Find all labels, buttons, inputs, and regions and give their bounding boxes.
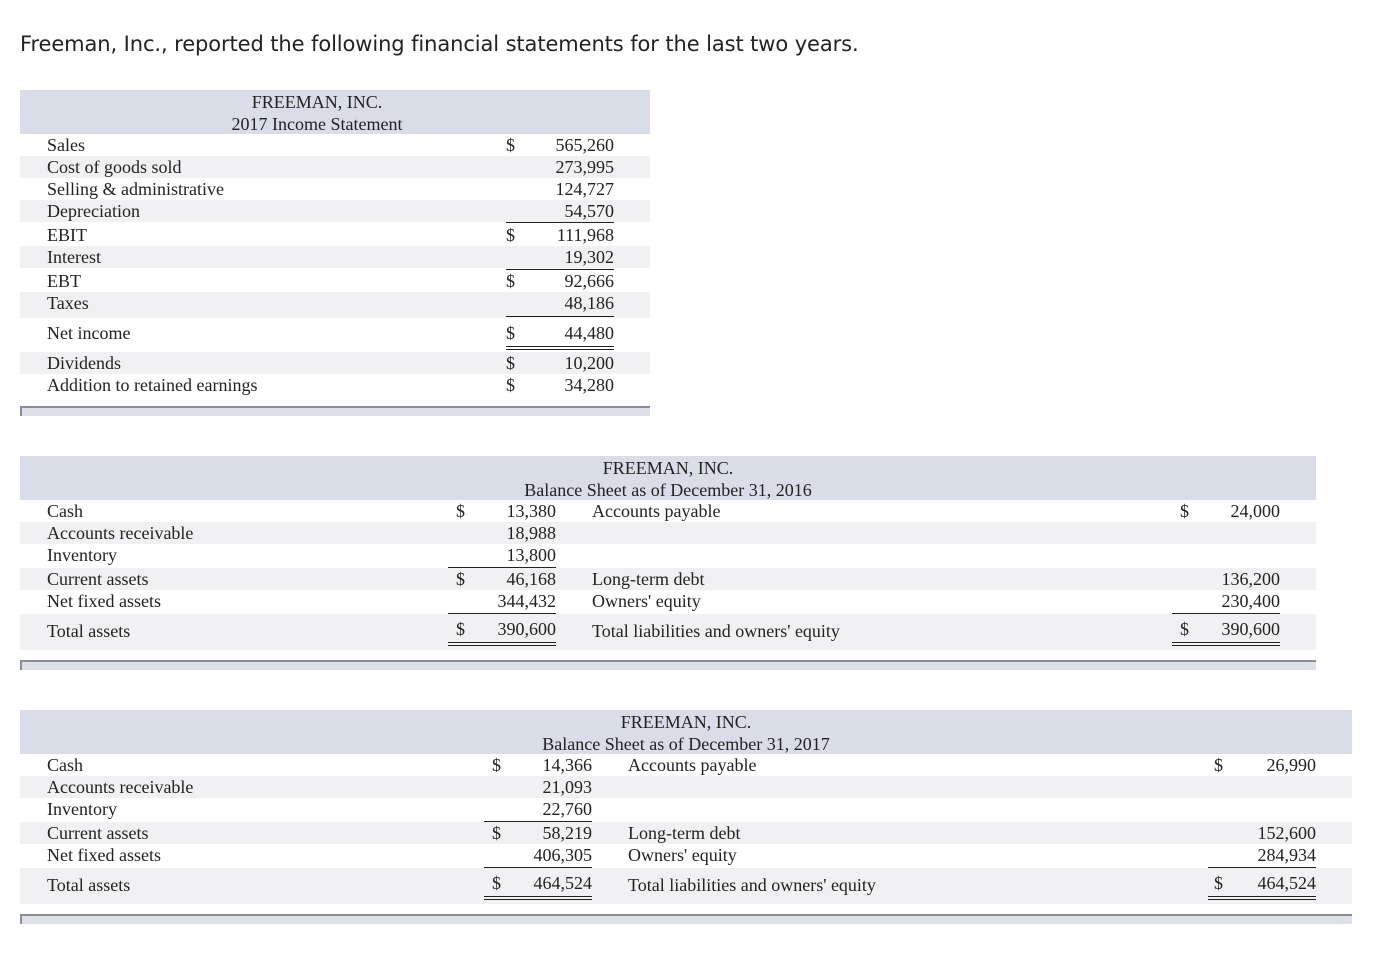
table-row [20, 352, 650, 374]
row-label: Selling & administrative [47, 179, 224, 199]
asset-value: 14,366 [542, 755, 592, 775]
row-value: 10,200 [564, 353, 614, 373]
table-row [20, 134, 650, 156]
total-double-rule [1172, 642, 1280, 646]
table-row [20, 754, 1352, 776]
currency-sign: $ [1180, 619, 1189, 639]
row-label: EBT [47, 271, 81, 291]
row-value: 34,280 [564, 375, 614, 395]
row-label: Cost of goods sold [47, 157, 182, 177]
asset-label: Current assets [47, 823, 149, 843]
row-label: Addition to retained earnings [47, 375, 258, 395]
currency-sign: $ [1214, 755, 1223, 775]
row-value: 44,480 [564, 323, 614, 343]
row-label: Taxes [47, 293, 89, 313]
asset-value: 344,432 [497, 591, 556, 611]
row-label: Interest [47, 247, 101, 267]
currency-sign: $ [506, 225, 515, 245]
currency-sign: $ [506, 353, 515, 373]
row-value: 124,727 [555, 179, 614, 199]
asset-value: 406,305 [533, 845, 592, 865]
liability-label: Long-term debt [628, 823, 741, 843]
asset-value: 18,988 [506, 523, 556, 543]
row-label: Depreciation [47, 201, 140, 221]
total-double-rule [1208, 896, 1316, 900]
asset-value: 464,524 [533, 873, 592, 893]
asset-value: 13,380 [506, 501, 556, 521]
asset-label: Inventory [47, 799, 117, 819]
currency-sign: $ [492, 823, 501, 843]
row-label: EBIT [47, 225, 87, 245]
currency-sign: $ [506, 323, 515, 343]
table-row [20, 614, 1316, 650]
asset-label: Cash [47, 755, 83, 775]
bs2017-company-name: FREEMAN, INC. [620, 712, 752, 732]
currency-sign: $ [492, 755, 501, 775]
liability-value: 24,000 [1230, 501, 1280, 521]
row-label: Net income [47, 323, 131, 343]
row-value: 565,260 [555, 135, 614, 155]
asset-value: 390,600 [497, 619, 556, 639]
asset-value: 46,168 [506, 569, 556, 589]
currency-sign: $ [492, 873, 501, 893]
asset-value: 22,760 [542, 799, 592, 819]
currency-sign: $ [456, 501, 465, 521]
currency-sign: $ [456, 569, 465, 589]
table-row [20, 178, 650, 200]
asset-label: Inventory [47, 545, 117, 565]
balance-sheet-2017-header [20, 710, 1352, 754]
income-statement-table [20, 90, 650, 420]
table-row [20, 374, 650, 396]
liability-label: Owners' equity [628, 845, 737, 865]
liability-value: 390,600 [1221, 619, 1280, 639]
balance-sheet-2017-table [20, 710, 1352, 926]
currency-sign: $ [506, 375, 515, 395]
table-row [20, 500, 1316, 522]
table-row [20, 246, 650, 268]
income-company-name: FREEMAN, INC. [251, 92, 383, 112]
asset-label: Accounts receivable [47, 523, 194, 543]
balance-sheet-2016-header [20, 456, 1316, 500]
liability-value: 464,524 [1257, 873, 1316, 893]
liability-label: Long-term debt [592, 569, 705, 589]
asset-value: 21,093 [542, 777, 592, 797]
currency-sign: $ [506, 271, 515, 291]
currency-sign: $ [506, 135, 515, 155]
table-row [20, 292, 650, 314]
bs2016-title: Balance Sheet as of December 31, 2016 [524, 480, 812, 500]
asset-label: Cash [47, 501, 83, 521]
liability-value: 284,934 [1257, 845, 1316, 865]
row-label: Dividends [47, 353, 121, 373]
row-value: 54,570 [564, 201, 614, 221]
asset-label: Total assets [47, 875, 131, 895]
liability-value: 152,600 [1257, 823, 1316, 843]
income-statement-header [20, 90, 650, 134]
asset-value: 13,800 [506, 545, 556, 565]
table-footer-bar [20, 914, 1352, 924]
table-row [20, 322, 650, 344]
row-value: 273,995 [555, 157, 614, 177]
row-label: Sales [47, 135, 85, 155]
total-double-rule [506, 346, 614, 350]
balance-sheet-2016-table [20, 456, 1316, 672]
table-row [20, 544, 1316, 566]
liability-value: 26,990 [1266, 755, 1316, 775]
total-double-rule [484, 896, 592, 900]
liability-label: Accounts payable [628, 755, 757, 775]
liability-label: Total liabilities and owners' equity [592, 621, 840, 641]
currency-sign: $ [1180, 501, 1189, 521]
table-row [20, 224, 650, 246]
asset-value: 58,219 [542, 823, 592, 843]
table-row [20, 844, 1352, 866]
subtotal-rule [506, 222, 614, 223]
table-row [20, 776, 1352, 798]
liability-value: 230,400 [1221, 591, 1280, 611]
table-footer-bar [20, 406, 650, 416]
row-value: 48,186 [564, 293, 614, 313]
bs2017-title: Balance Sheet as of December 31, 2017 [542, 734, 830, 754]
asset-label: Accounts receivable [47, 777, 194, 797]
table-row [20, 868, 1352, 904]
currency-sign: $ [1214, 873, 1223, 893]
intro-text: Freeman, Inc., reported the following financial statements for the last two years. [20, 32, 859, 56]
subtotal-rule [506, 316, 614, 317]
asset-label: Net fixed assets [47, 591, 161, 611]
currency-sign: $ [456, 619, 465, 639]
table-row [20, 156, 650, 178]
table-row [20, 822, 1352, 844]
income-statement-title: 2017 Income Statement [231, 114, 403, 134]
row-value: 92,666 [564, 271, 614, 291]
bs2016-company-name: FREEMAN, INC. [602, 458, 734, 478]
table-row [20, 590, 1316, 612]
liability-label: Accounts payable [592, 501, 721, 521]
table-footer-bar [20, 660, 1316, 670]
table-row [20, 522, 1316, 544]
liability-value: 136,200 [1221, 569, 1280, 589]
asset-label: Net fixed assets [47, 845, 161, 865]
asset-label: Total assets [47, 621, 131, 641]
table-row [20, 270, 650, 292]
table-row [20, 568, 1316, 590]
row-value: 19,302 [564, 247, 614, 267]
total-double-rule [448, 642, 556, 646]
liability-label: Owners' equity [592, 591, 701, 611]
liability-label: Total liabilities and owners' equity [628, 875, 876, 895]
table-row [20, 798, 1352, 820]
row-value: 111,968 [556, 225, 614, 245]
table-row [20, 200, 650, 222]
asset-label: Current assets [47, 569, 149, 589]
